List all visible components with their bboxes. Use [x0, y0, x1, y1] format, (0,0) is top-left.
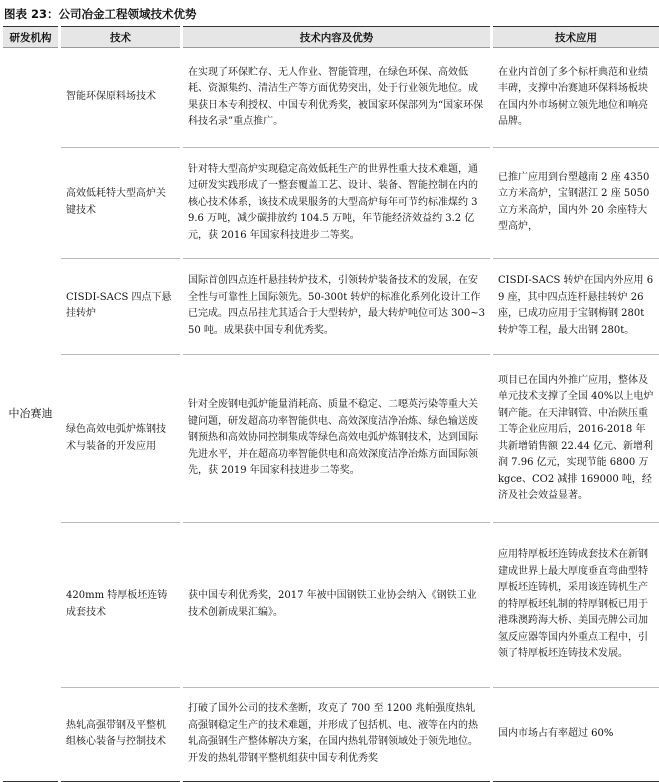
header-content: 技术内容及优势	[182, 27, 492, 48]
header-app: 技术应用	[492, 27, 659, 48]
table-row	[2, 523, 659, 687]
table-row	[2, 148, 659, 258]
app-cell: 应用特厚板坯连铸成套技术在新钢建成世界上最大厚度垂直弯曲型特厚板坯连铸机，采用该连铸机生产的特厚板坯轧制的特厚钢板已用于港珠澳跨海大桥、美国壳牌公司加氢反应器等国内外重点工程中，引领了特厚板坯连铸技术发展。	[492, 523, 659, 687]
tech-cell: CISDI-SACS 四点下悬挂转炉	[60, 258, 182, 354]
content-cell: 打破了国外公司的技术垄断，攻克了 700 至 1200 兆帕强度热轧高强钢稳定生产的技术难题，并形成了包括机、电、液等在内的热轧高强钢生产整体解决方案，在国内热轧带钢领域处于领先地位。开发的热轧带钢平整机组获中国专利优秀奖	[182, 687, 492, 781]
tech-cell: 热轧高强带钢及平整机组核心装备与控制技术	[60, 687, 182, 781]
content-cell: 获中国专利优秀奖，2017 年被中国钢铁工业协会纳入《钢铁工业技术创新成果汇编》。	[182, 523, 492, 687]
app-cell: 项目已在国内外推广应用，整体及单元技术支撑了全国 40%以上电炉钢产能。在天津钢管、中冶陕压重工等企业应用后，2016-2018 年共新增销售额 22.44 亿元、新增利润 7.96 亿元，实现节能 6800 万 kgce、CO2 减排 169000 吨，经济及社会效益显著。	[492, 354, 659, 522]
table-row	[2, 687, 659, 781]
content-cell: 国际首创四点连杆悬挂转炉技术，引领转炉装备技术的发展，在安全性与可靠性上国际领先。50-300t 转炉的标准化系列化设计工作已完成。四点吊挂尤其适合于大型转炉，最大转炉吨位可达 300~350 吨。成果获中国专利优秀奖。	[182, 258, 492, 354]
app-cell: CISDI-SACS 转炉在国内外应用 69 座，其中四点连杆悬挂转炉 26 座，已成功应用于宝钢梅钢 280t 转炉等工程，最大出钢 280t。	[492, 258, 659, 354]
table-row	[2, 354, 659, 522]
content-cell: 针对特大型高炉实现稳定高效低耗生产的世界性重大技术难题，通过研发实践形成了一整套覆盖工艺、设计、装备、智能控制在内的核心技术体系，该技术成果服务的大型高炉每年可节约标准煤约 39.6 万吨，减少碳排放约 104.5 万吨，年节能经济效益约 3.2 亿元，获 2016 年国家科技进步二等奖。	[182, 148, 492, 258]
tech-cell: 绿色高效电弧炉炼钢技术与装备的开发应用	[60, 354, 182, 522]
header-org: 研发机构	[2, 27, 60, 48]
content-cell: 在实现了环保贮存、无人作业、智能管理，在绿色环保、高效低耗、资源集约、清洁生产等方面优势突出，处于行业领先地位。成果获日本专利授权、中国专利优秀奖，被国家环保部列为“国家环保科技名录”重点推广。	[182, 48, 492, 148]
tech-cell: 智能环保原料场技术	[60, 48, 182, 148]
content-cell: 针对全废钢电弧炉能量消耗高、质量不稳定、二噁英污染等重大关键问题，研发超高功率智能供电、高效深度洁净冶炼、绿色输送废钢预热和高效协同控制集成等绿色高效电弧炉炼钢技术，达到国际先进水平，并在超高功率智能供电和高效深度洁净冶炼方面国际领先，获 2019 年国家科技进步二等奖。	[182, 354, 492, 522]
header-tech: 技术	[60, 27, 182, 48]
tech-cell: 高效低耗特大型高炉关键技术	[60, 148, 182, 258]
tech-cell: 420mm 特厚板坯连铸成套技术	[60, 523, 182, 687]
app-cell: 国内市场占有率超过 60%	[492, 687, 659, 781]
app-cell: 已推广应用到台塑越南 2 座 4350 立方米高炉，宝钢湛江 2 座 5050 立方米高炉，国内外 20 余座特大型高炉，	[492, 148, 659, 258]
tech-advantage-table	[0, 26, 659, 782]
app-cell: 在业内首创了多个标杆典范和业绩丰碑，支撑中冶赛迪环保料场板块在国内外市场树立领先地位和响亮品牌。	[492, 48, 659, 148]
table-row	[2, 258, 659, 354]
table-header-row	[2, 27, 659, 48]
figure-title: 图表 23：公司冶金工程领域技术优势	[4, 7, 197, 21]
org-name-cell: 中冶赛迪	[2, 48, 60, 782]
table-row	[2, 48, 659, 148]
